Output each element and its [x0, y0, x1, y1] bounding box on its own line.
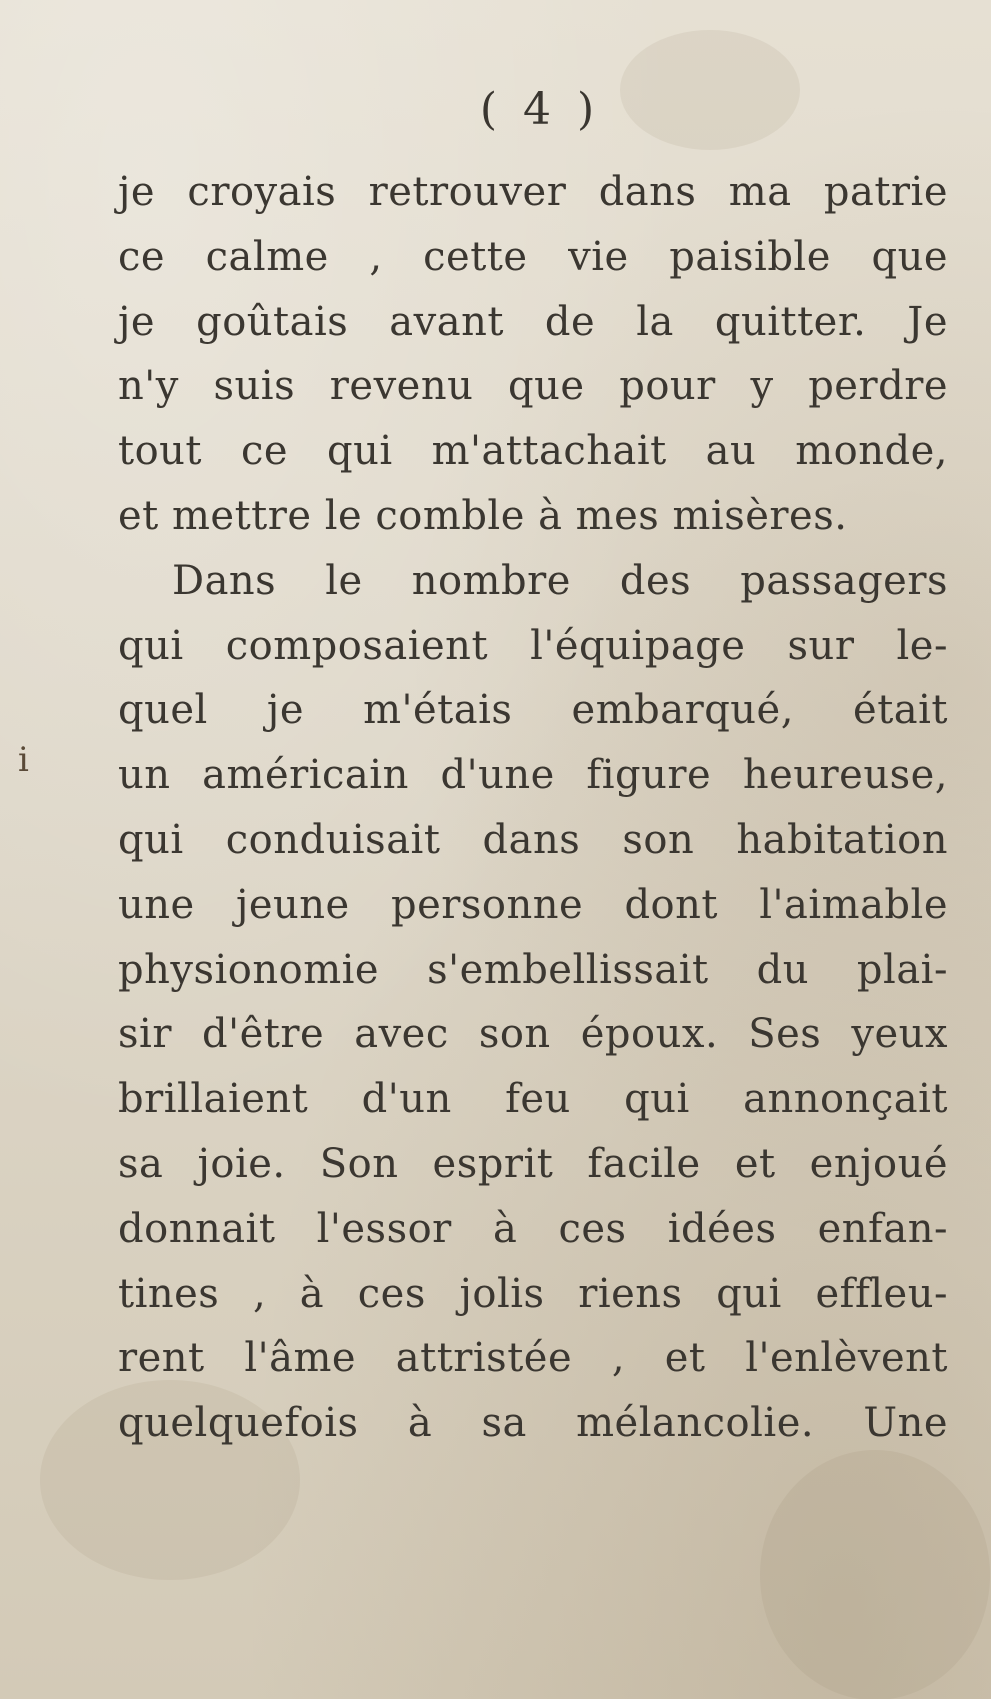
text-line: ce calme , cette vie paisible que: [118, 233, 948, 280]
text-line: qui conduisait dans son habitation: [118, 816, 948, 863]
text-line: une jeune personne dont l'aimable: [118, 881, 948, 928]
text-line: sa joie. Son esprit facile et enjoué: [118, 1140, 948, 1187]
text-line: je goûtais avant de la quitter. Je: [118, 298, 948, 345]
text-line: et mettre le comble à mes misères.: [118, 492, 848, 539]
text-line: sir d'être avec son époux. Ses yeux: [118, 1011, 948, 1058]
text-line: tines , à ces jolis riens qui effleu-: [118, 1270, 948, 1317]
text-line: n'y suis revenu que pour y perdre: [118, 363, 948, 410]
text-line: tout ce qui m'attachait au monde,: [118, 428, 948, 475]
text-line: je croyais retrouver dans ma patrie: [118, 169, 948, 215]
text-line: Dans le nombre des passagers: [172, 557, 948, 604]
text-line: un américain d'une figure heureuse,: [118, 752, 948, 799]
text-line: quelquefois à sa mélancolie. Une: [118, 1400, 948, 1447]
text-line: quel je m'étais embarqué, était: [118, 687, 948, 734]
margin-mark: i: [18, 740, 29, 780]
page-number: ( 4 ): [479, 84, 601, 135]
text-line: brillaient d'un feu qui annonçait: [118, 1076, 948, 1123]
paper-stain: [760, 1450, 990, 1699]
text-line: qui composaient l'équipage sur le-: [118, 622, 948, 669]
text-line: physionomie s'embellissait du plai-: [118, 946, 948, 993]
text-line: donnait l'essor à ces idées enfan-: [118, 1205, 948, 1252]
body-text: [118, 160, 948, 1456]
text-line: rent l'âme attristée , et l'enlèvent: [118, 1335, 948, 1382]
